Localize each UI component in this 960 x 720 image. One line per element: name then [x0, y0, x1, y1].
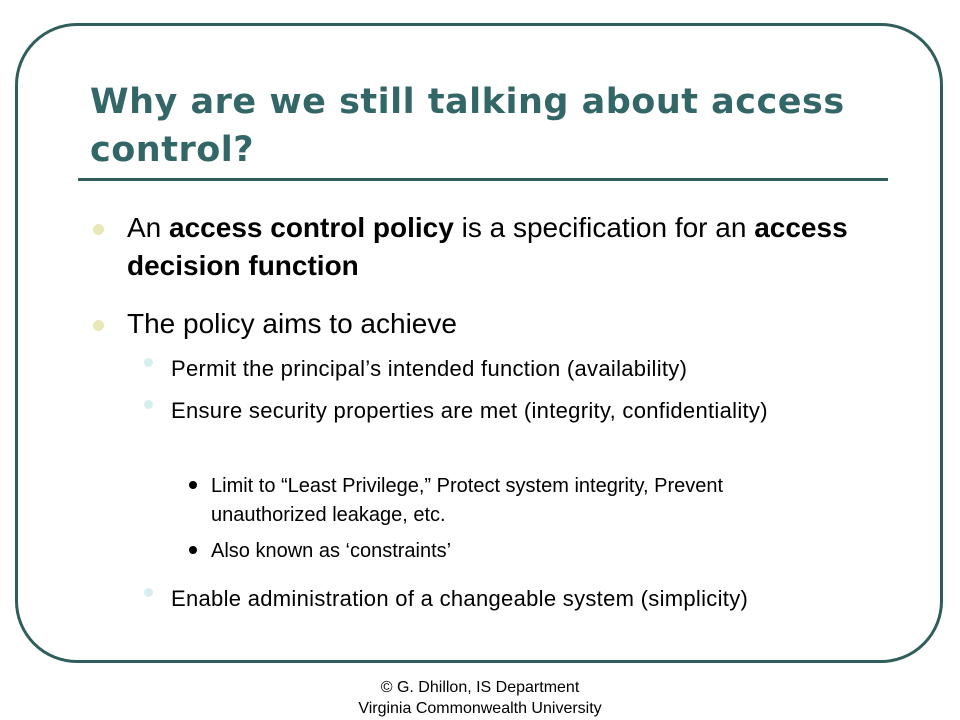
bullet-text-1-part-2: access control policy	[169, 212, 454, 243]
bullet-dot-6	[189, 546, 197, 554]
bullet-text-3: Permit the principal’s intended function (availability)	[171, 356, 688, 381]
bullet-text-1-part-3: is a specification for an	[453, 212, 755, 243]
bullet-text-2: The policy aims to achieve	[127, 308, 457, 339]
bullet-dot-5	[189, 481, 197, 489]
footer-line-2: Virginia Commonwealth University	[358, 700, 602, 717]
bullet-dot-4	[144, 400, 153, 409]
bullet-dot-3	[144, 358, 153, 367]
bullet-text-4: Ensure security properties are met (integrity, confidentiality)	[171, 398, 768, 423]
bullet-text-1	[127, 209, 887, 285]
bullet-dot-2	[93, 320, 104, 331]
slide-title: Why are we still talking about access control?	[90, 82, 845, 170]
bullet-text-1-part-1: An	[127, 212, 170, 243]
bullet-dot-1	[93, 224, 104, 235]
bullet-dot-7	[144, 588, 153, 597]
footer-line-1: © G. Dhillon, IS Department	[380, 679, 580, 696]
bullet-text-6: Also known as ‘constraints’	[211, 540, 452, 562]
bullet-text-5: Limit to “Least Privilege,” Protect system integrity, Prevent unauthorized leakage, etc.	[211, 475, 724, 526]
bullet-text-7: Enable administration of a changeable system (simplicity)	[171, 586, 749, 611]
bullet-text-1-part-4: access decision function	[127, 212, 848, 281]
